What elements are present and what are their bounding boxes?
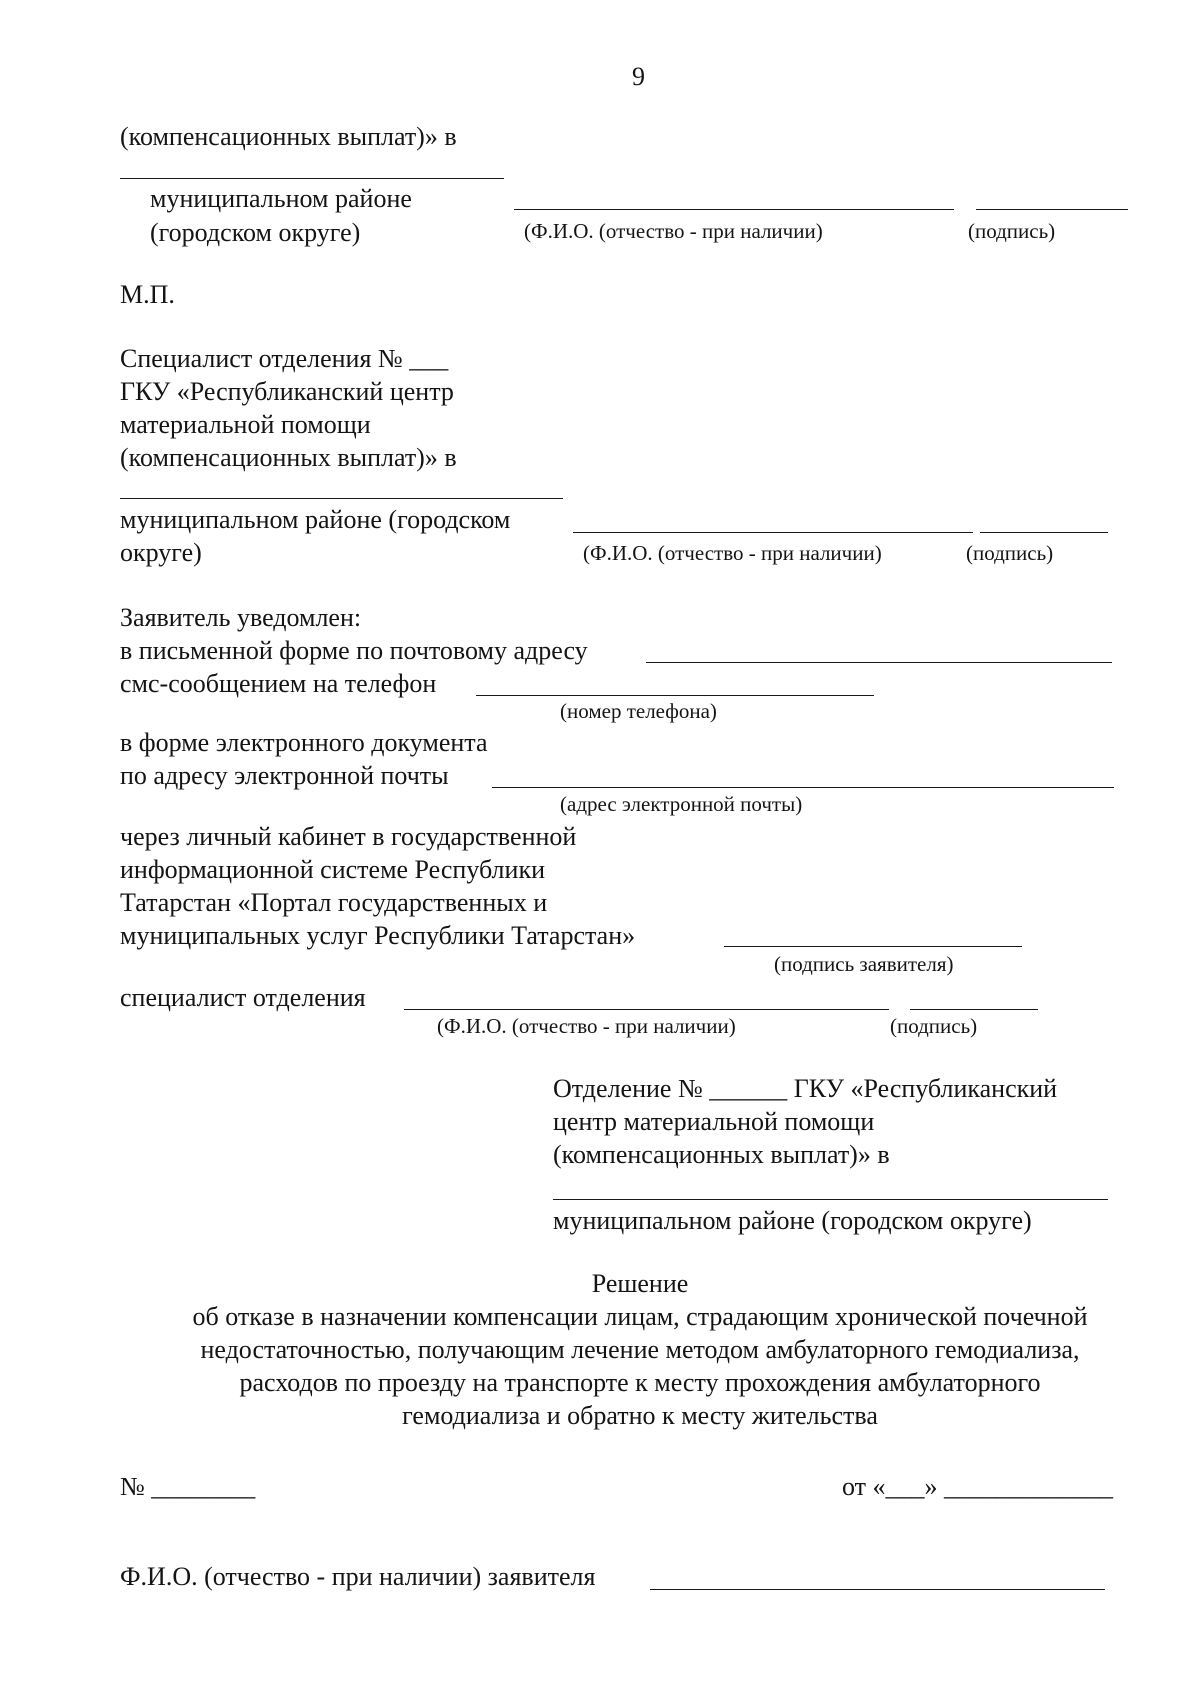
phone-blank-line [476, 695, 874, 696]
signature-blank-line [976, 209, 1128, 210]
page-number: 9 [632, 62, 645, 91]
edoc-line1: в форме электронного документа [120, 728, 488, 757]
signature-caption: (подпись) [890, 1014, 978, 1038]
email-caption: (адрес электронной почты) [560, 792, 803, 816]
decision-line3: расходов по проезду на транспорте к месту прохождения амбулаторного [239, 1368, 1041, 1397]
decision-line1: об отказе в назначении компенсации лицам, страдающим хронической почечной [192, 1302, 1088, 1331]
fio-blank-line [404, 1009, 889, 1010]
top-block-line2: муниципальном районе [150, 184, 412, 213]
department-line2: центр материальной помощи [553, 1107, 875, 1136]
municipality-blank-line [120, 498, 563, 499]
portal-line2: информационной системе Республики [120, 855, 545, 884]
decision-line4: гемодиализа и обратно к месту жительства [402, 1401, 878, 1430]
postal-address-blank-line [646, 662, 1112, 663]
applicant-fio-blank-line [650, 1589, 1105, 1590]
email-blank-line [492, 787, 1114, 788]
notification-heading: Заявитель уведомлен: [120, 603, 362, 632]
fio-caption: (Ф.И.О. (отчество - при наличии) [583, 541, 882, 565]
municipality-blank-line [120, 178, 504, 179]
department-line1: Отделение № ______ ГКУ «Республиканский [553, 1074, 1058, 1103]
decision-date-label: от «___» _____________ [842, 1472, 1114, 1501]
fio-caption: (Ф.И.О. (отчество - при наличии) [524, 219, 823, 243]
stamp-label: М.П. [120, 280, 175, 309]
applicant-fio-label: Ф.И.О. (отчество - при наличии) заявителя [120, 1562, 596, 1591]
phone-caption: (номер телефона) [560, 699, 717, 723]
specialist-line4: (компенсационных выплат)» в [120, 443, 457, 472]
department-line3: (компенсационных выплат)» в [553, 1140, 890, 1169]
department-line4: муниципальном районе (городском округе) [553, 1206, 1032, 1235]
edoc-line2: по адресу электронной почты [120, 761, 449, 790]
top-block-line3: (городском округе) [150, 218, 361, 247]
specialist-label: специалист отделения [120, 983, 366, 1012]
specialist-line2: ГКУ «Республиканский центр [120, 377, 454, 406]
specialist-line3: материальной помощи [120, 410, 371, 439]
portal-line1: через личный кабинет в государственной [120, 822, 577, 851]
specialist-line1: Специалист отделения № ___ [120, 344, 449, 373]
applicant-signature-caption: (подпись заявителя) [774, 952, 954, 976]
signature-caption: (подпись) [968, 219, 1056, 243]
specialist-line5: муниципальном районе (городском [120, 505, 511, 534]
municipality-blank-line [553, 1199, 1108, 1200]
top-block-line1: (компенсационных выплат)» в [120, 122, 457, 151]
sms-label: смс-сообщением на телефон [120, 669, 437, 698]
applicant-signature-blank-line [724, 946, 1022, 947]
decision-number-label: № ________ [120, 1472, 256, 1501]
fio-blank-line [514, 209, 954, 210]
portal-line4: муниципальных услуг Республики Татарстан» [120, 921, 636, 950]
decision-line2: недостаточностью, получающим лечение методом амбулаторного гемодиализа, [200, 1335, 1080, 1364]
fio-blank-line [573, 532, 973, 533]
signature-blank-line [910, 1009, 1038, 1010]
specialist-line6: округе) [120, 538, 202, 567]
decision-title: Решение [591, 1269, 689, 1298]
fio-caption: (Ф.И.О. (отчество - при наличии) [437, 1014, 736, 1038]
signature-caption: (подпись) [966, 541, 1054, 565]
signature-blank-line [980, 532, 1108, 533]
postal-label: в письменной форме по почтовому адресу [120, 636, 588, 665]
portal-line3: Татарстан «Портал государственных и [120, 888, 548, 917]
